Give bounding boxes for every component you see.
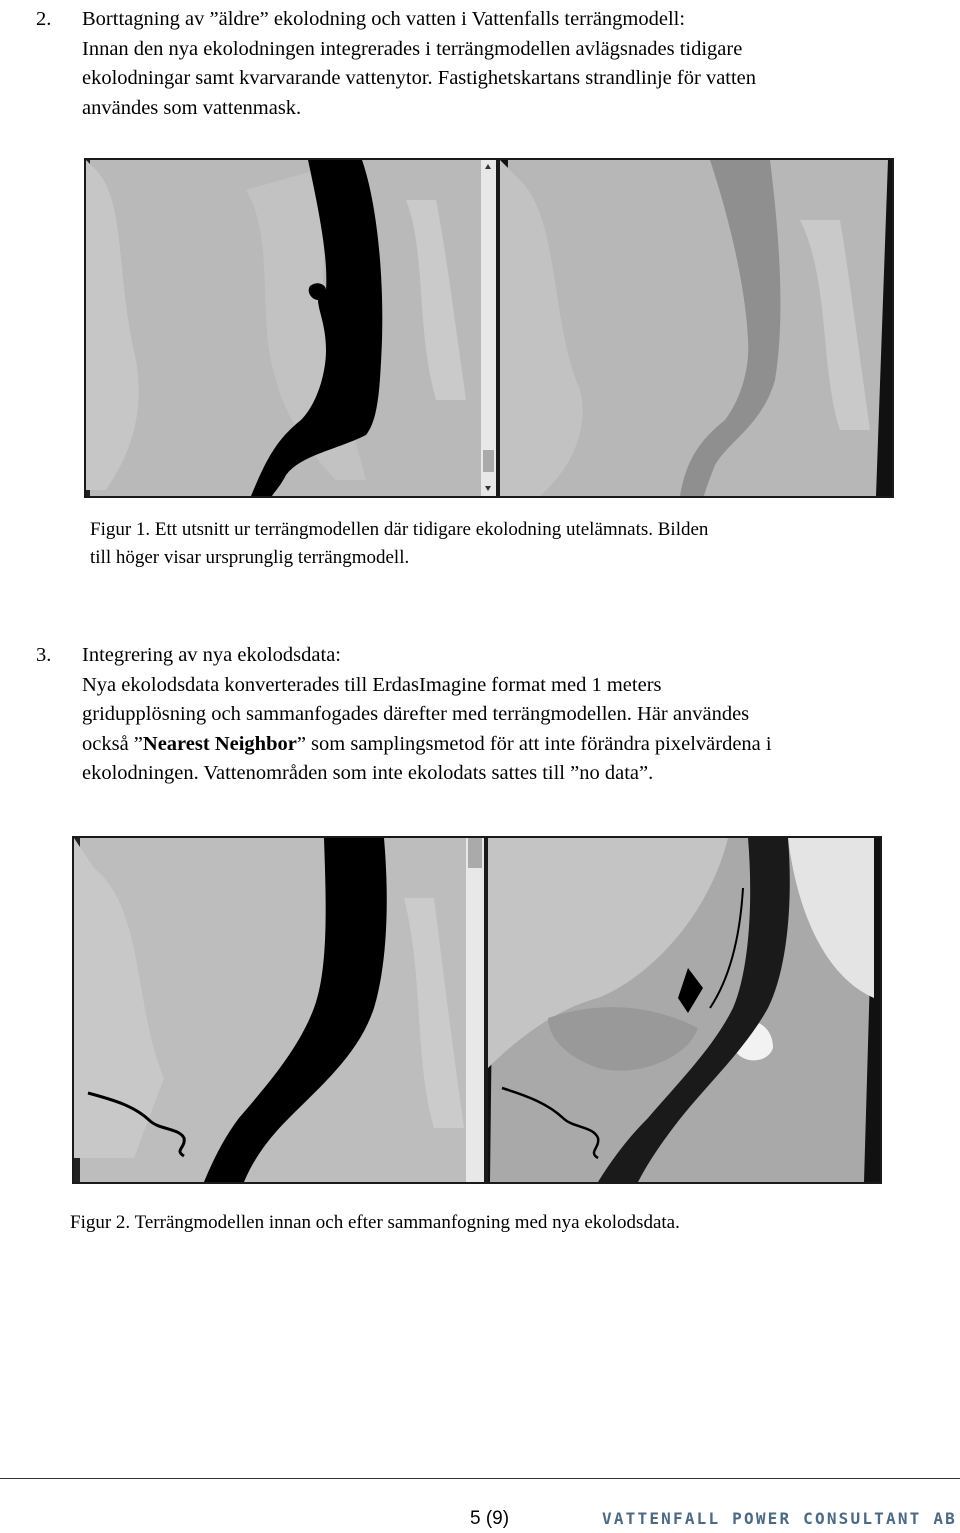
section-2-line: Borttagning av ”äldre” ekolodning och vatten i Vattenfalls terrängmodell: bbox=[82, 8, 686, 30]
section-3-line: Nya ekolodsdata konverterades till ErdasImagine format med 1 meters bbox=[82, 673, 662, 696]
figure-1-right-image bbox=[498, 158, 894, 498]
footer-divider bbox=[0, 1478, 960, 1479]
section-3-line-start: också ” bbox=[82, 732, 143, 755]
section-2-number: 2. bbox=[36, 8, 52, 30]
section-3-text bbox=[82, 641, 952, 789]
section-2-line: Innan den nya ekolodningen integrerades i terrängmodellen avlägsnades tidigare bbox=[82, 37, 743, 60]
section-3-line-end: ” som samplingsmetod för att inte förändra pixelvärdena i bbox=[296, 732, 772, 755]
figure-2-right-image bbox=[486, 836, 882, 1184]
company-logo-text: VATTENFALL POWER CONSULTANT AB bbox=[602, 1509, 957, 1528]
section-3-line: gridupplösning och sammanfogades därefter med terrängmodellen. Här användes bbox=[82, 703, 750, 725]
figure-2-caption: Figur 2. Terrängmodellen innan och efter sammanfogning med nya ekolodsdata. bbox=[70, 1212, 680, 1233]
section-3-line bbox=[82, 730, 952, 760]
nearest-neighbor-term: Nearest Neighbor bbox=[142, 732, 297, 755]
section-2-line: ekolodningar samt kvarvarande vattenytor. Fastighetskartans strandlinje för vatten bbox=[82, 67, 757, 89]
figure-1-caption bbox=[90, 516, 890, 572]
figure-1-left-image bbox=[84, 158, 498, 498]
section-2-text bbox=[82, 5, 952, 123]
page-number: 5 (9) bbox=[470, 1508, 510, 1529]
figure-1-caption-line: till höger visar ursprunglig terrängmodell. bbox=[90, 547, 410, 568]
section-3-heading: Integrering av nya ekolodsdata: bbox=[82, 644, 342, 666]
figure-2-left-image bbox=[72, 836, 486, 1184]
section-3-line: ekolodningen. Vattenområden som inte ekolodats sattes till ”no data”. bbox=[82, 762, 654, 784]
section-2-line: användes som vattenmask. bbox=[82, 96, 302, 119]
section-3-number: 3. bbox=[36, 644, 52, 666]
figure-1-caption-line: Figur 1. Ett utsnitt ur terrängmodellen där tidigare ekolodning utelämnats. Bilden bbox=[90, 519, 709, 540]
